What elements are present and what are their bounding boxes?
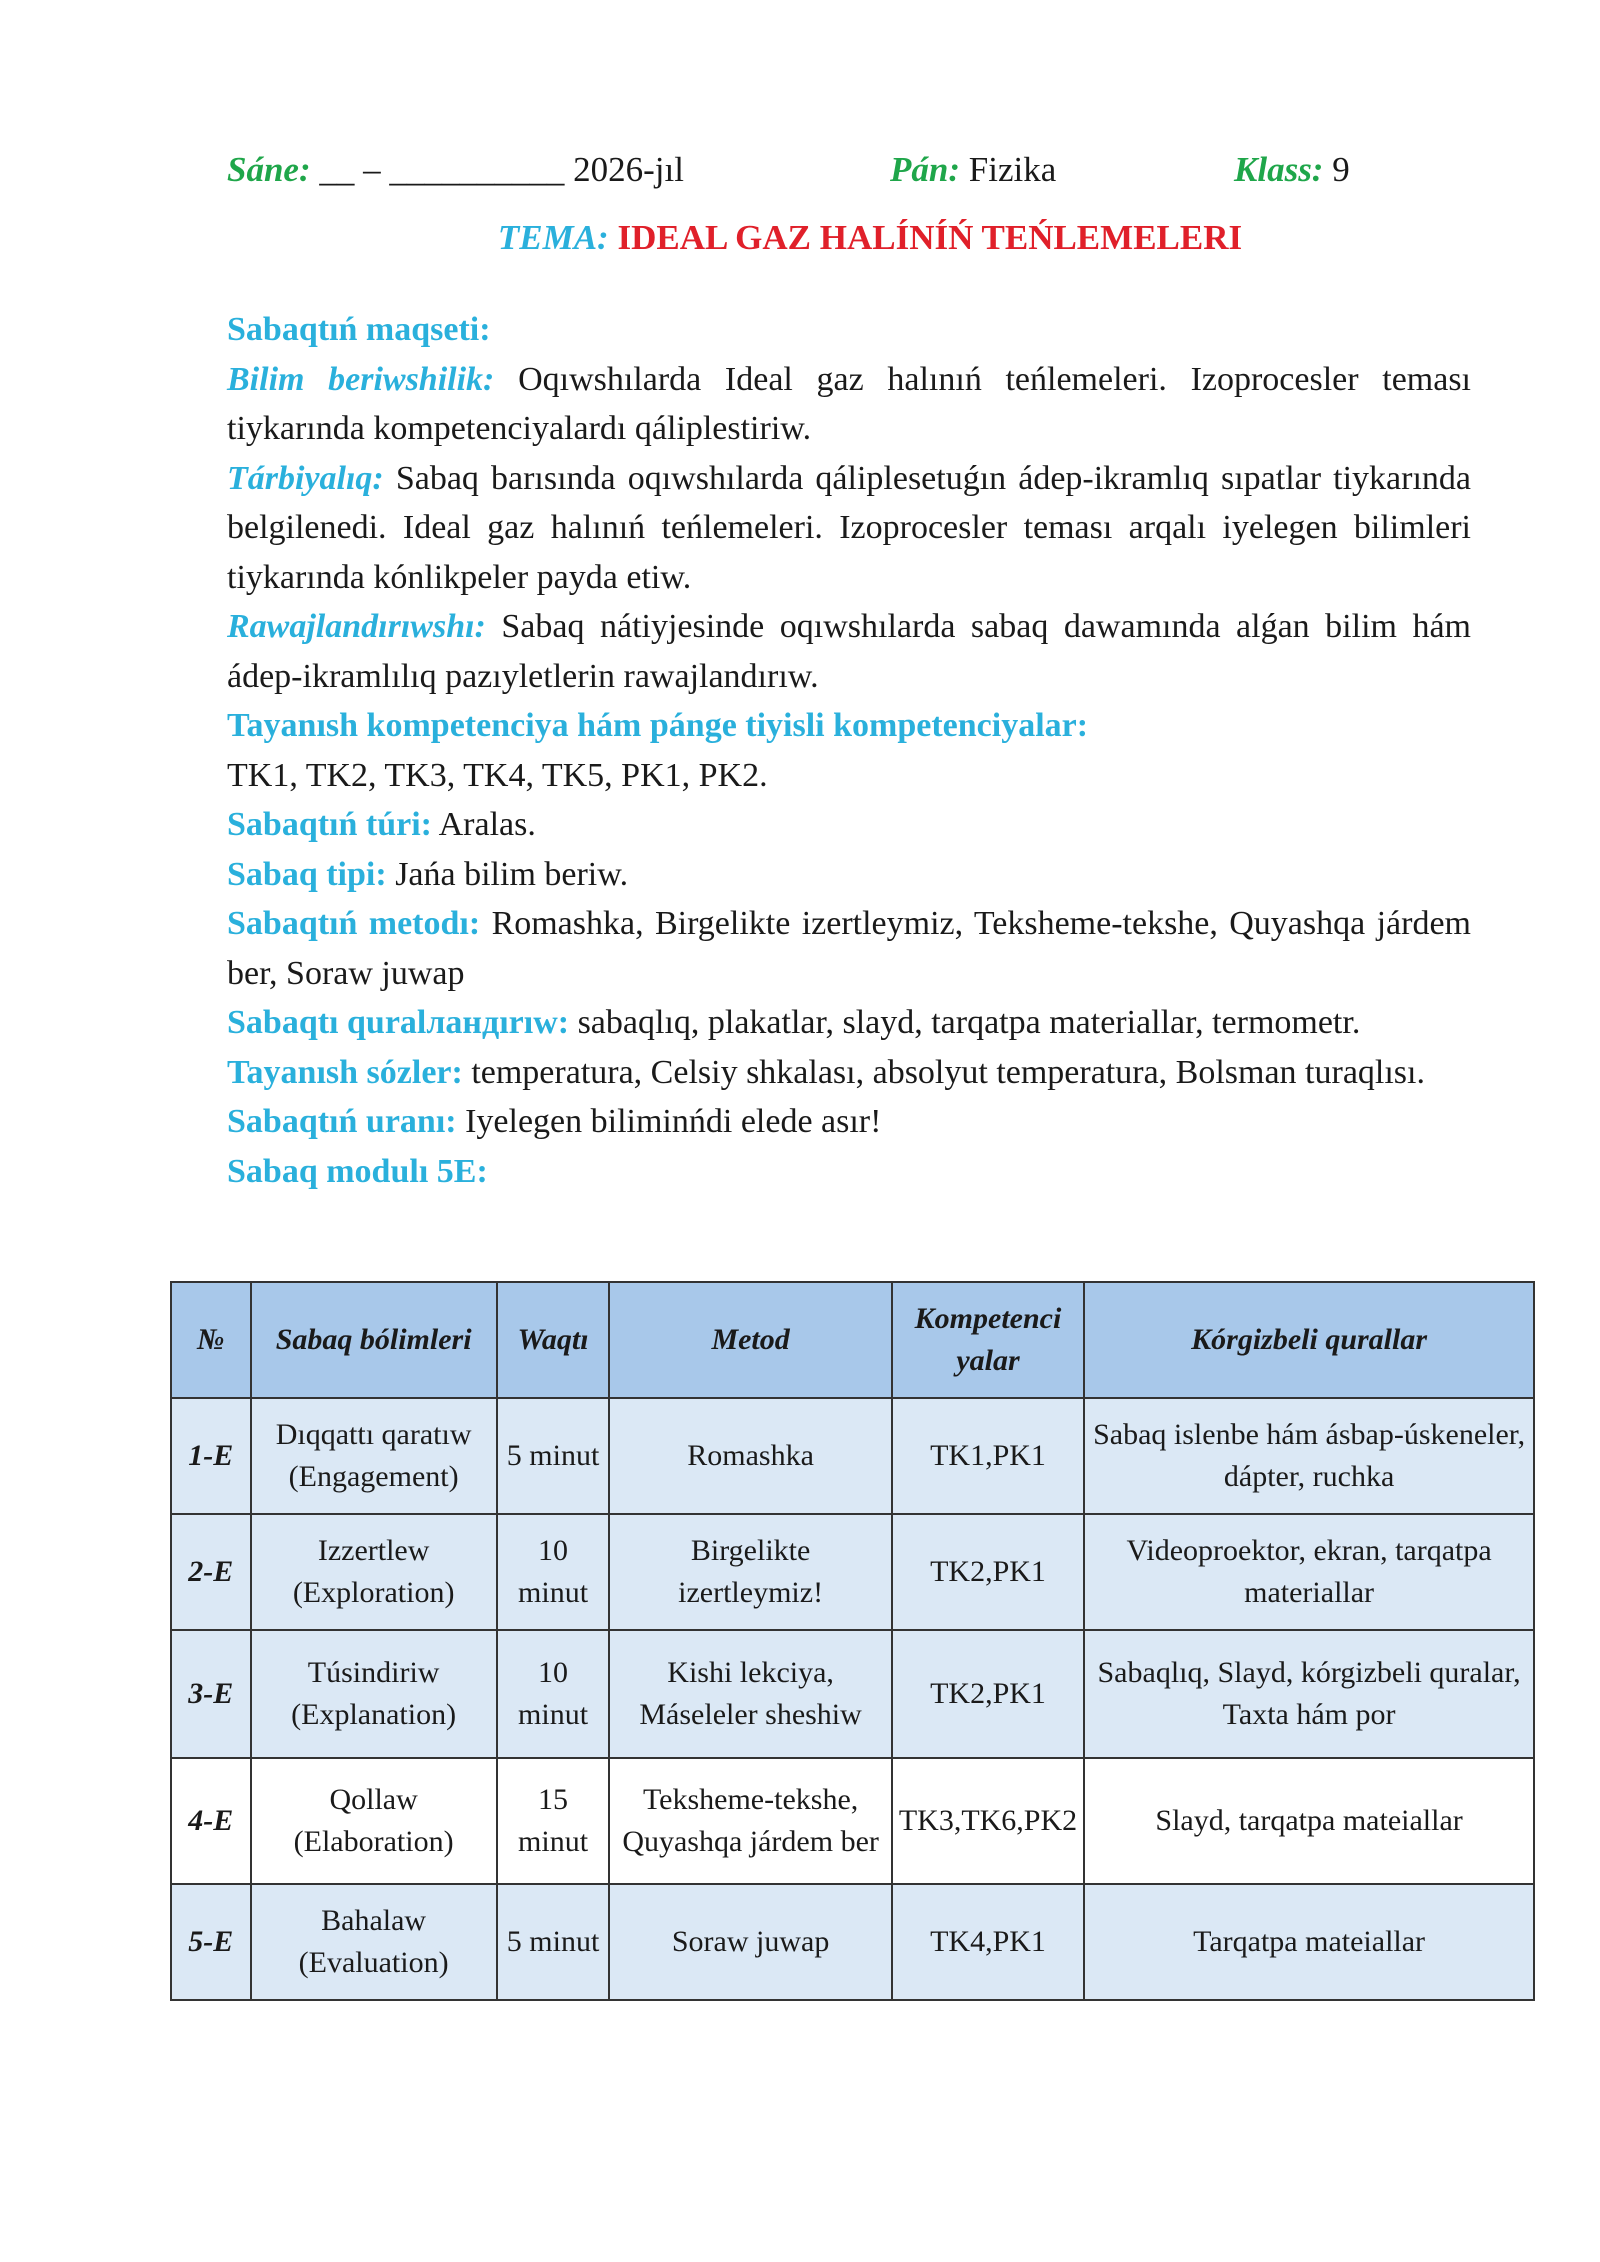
col-header-number: №: [171, 1282, 251, 1398]
date-label: Sáne:: [227, 150, 311, 189]
row-time: 10 minut: [497, 1514, 610, 1630]
class-label: Klass:: [1234, 150, 1324, 189]
equipment: [227, 998, 1471, 1048]
lesson-kind-value: Aralas.: [438, 806, 536, 843]
lesson-type-value: Jańa bilim beriw.: [395, 855, 629, 893]
equipment-label: Sabaqtı quralландırıw:: [227, 1004, 570, 1041]
row-competency: TK4,PK1: [892, 1884, 1084, 2000]
module-label: Sabaq modulı 5E:: [227, 1152, 488, 1190]
competencies-value: TK1, TK2, TK3, TK4, TK5, PK1, PK2.: [227, 756, 768, 794]
row-section: Bahalaw (Evaluation): [251, 1884, 497, 2000]
education-text: Sabaq barısında oqıwshılarda qáliplesetuǵın ádep-ikramlıq sıpatlar tiykarında belgilenedi. Ideal gaz halınıń teńlemeleri. Izoprocesler teması arqalı iyelegen bilimleri tiykarında kónlikpeler payda etiw.: [227, 459, 1472, 596]
row-tools: Videoproektor, ekran, tarqatpa materiallar: [1084, 1514, 1534, 1630]
row-section: Qollaw (Elaboration): [251, 1758, 497, 1884]
table-row: [171, 1398, 1534, 1514]
keywords: [227, 1048, 1471, 1098]
col-header-competency: Kompetenci yalar: [892, 1282, 1084, 1398]
lesson-type-label: Sabaq tipi:: [227, 855, 387, 893]
subject-field: [890, 150, 1056, 190]
row-number: 3-E: [171, 1630, 251, 1758]
development-paragraph: [227, 602, 1471, 701]
equipment-value: sabaqlıq, plakatlar, slayd, tarqatpa materiallar, termometr.: [577, 1004, 1361, 1041]
knowledge-label: Bilim beriwshilik:: [227, 360, 495, 398]
table-row: [171, 1514, 1534, 1630]
subject-label: Pán:: [890, 150, 960, 189]
row-tools: Slayd, tarqatpa mateiallar: [1084, 1758, 1534, 1884]
row-time: 15 minut: [497, 1758, 610, 1884]
education-label: Tárbiyalıq:: [227, 459, 384, 497]
col-header-tools: Kórgizbeli qurallar: [1084, 1282, 1534, 1398]
table-header-row: [171, 1282, 1534, 1398]
col-header-time: Waqtı: [497, 1282, 610, 1398]
col-header-section: Sabaq bólimleri: [251, 1282, 497, 1398]
class-field: [1234, 150, 1350, 190]
methods: [227, 899, 1471, 998]
lesson-type: [227, 850, 1471, 900]
knowledge-paragraph: [227, 355, 1471, 454]
row-section: Túsindiriw (Explanation): [251, 1630, 497, 1758]
table-row: [171, 1884, 1534, 2000]
date-value: __ – __________ 2026-jıl: [319, 150, 684, 189]
row-time: 5 minut: [497, 1398, 610, 1514]
row-number: 2-E: [171, 1514, 251, 1630]
knowledge-text: Oqıwshılarda Ideal gaz halınıń teńlemeleri. Izoprocesler teması tiykarında kompetenciyalardı qáliplestiriw.: [227, 360, 1472, 447]
subject-value: Fizika: [968, 150, 1057, 189]
motto: [227, 1097, 1471, 1147]
motto-label: Sabaqtıń uranı:: [227, 1103, 457, 1140]
row-section: Dıqqattı qaratıw (Engagement): [251, 1398, 497, 1514]
row-section: Izzertlew (Exploration): [251, 1514, 497, 1630]
row-tools: Tarqatpa mateiallar: [1084, 1884, 1534, 2000]
row-time: 5 minut: [497, 1884, 610, 2000]
row-time: 10 minut: [497, 1630, 610, 1758]
row-competency: TK2,PK1: [892, 1630, 1084, 1758]
row-number: 4-E: [171, 1758, 251, 1884]
methods-value: Romashka, Birgelikte izertleymiz, Teksheme-tekshe, Quyashqa járdem ber, Soraw juwap: [227, 905, 1471, 992]
lesson-description: [227, 305, 1471, 1196]
row-method: Teksheme-tekshe, Quyashqa járdem ber: [609, 1758, 891, 1884]
row-number: 5-E: [171, 1884, 251, 2000]
row-method: Romashka: [609, 1398, 891, 1514]
lesson-kind-label: Sabaqtıń túri:: [227, 806, 432, 843]
row-method: Soraw juwap: [609, 1884, 891, 2000]
table-row: [171, 1758, 1534, 1884]
development-label: Rawajlandırıwshı:: [227, 608, 486, 645]
development-text: Sabaq nátiyjesinde oqıwshılarda sabaq dawamında alǵan bilim hám ádep-ikramlılıq pazıyletlerin rawajlandırıw.: [227, 608, 1472, 695]
row-number: 1-E: [171, 1398, 251, 1514]
education-paragraph: [227, 454, 1471, 603]
row-competency: TK1,PK1: [892, 1398, 1084, 1514]
row-tools: Sabaqlıq, Slayd, kórgizbeli quralar, Taxta hám por: [1084, 1630, 1534, 1758]
lesson-kind: [227, 800, 1471, 850]
competencies-label: Tayanısh kompetenciya hám pánge tiyisli kompetenciyalar:: [227, 707, 1089, 744]
date-field: [227, 150, 684, 190]
goals-title: Sabaqtıń maqseti:: [227, 311, 491, 348]
keywords-value: temperatura, Celsiy shkalası, absolyut temperatura, Bolsman turaqlısı.: [471, 1053, 1425, 1091]
topic-value: IDEAL GAZ HALÍNÍŃ TEŃLEMELERI: [617, 218, 1243, 257]
header-row: [227, 150, 1377, 198]
motto-value: Iyelegen biliminńdi elede asır!: [465, 1103, 882, 1140]
row-method: Birgelikte izertleymiz!: [609, 1514, 891, 1630]
table-row: [171, 1630, 1534, 1758]
row-method: Kishi lekciya, Máseleler sheshiw: [609, 1630, 891, 1758]
keywords-label: Tayanısh sózler:: [227, 1053, 463, 1091]
topic-title: [0, 218, 1600, 258]
class-value: 9: [1332, 150, 1350, 189]
row-competency: TK2,PK1: [892, 1514, 1084, 1630]
lesson-plan-table: [170, 1281, 1535, 2001]
methods-label: Sabaqtıń metodı:: [227, 905, 481, 942]
topic-label: TEMA:: [497, 218, 609, 257]
row-tools: Sabaq islenbe hám ásbap-úskeneler, dápter, ruchka: [1084, 1398, 1534, 1514]
col-header-method: Metod: [609, 1282, 891, 1398]
row-competency: TK3,TK6,PK2: [892, 1758, 1084, 1884]
